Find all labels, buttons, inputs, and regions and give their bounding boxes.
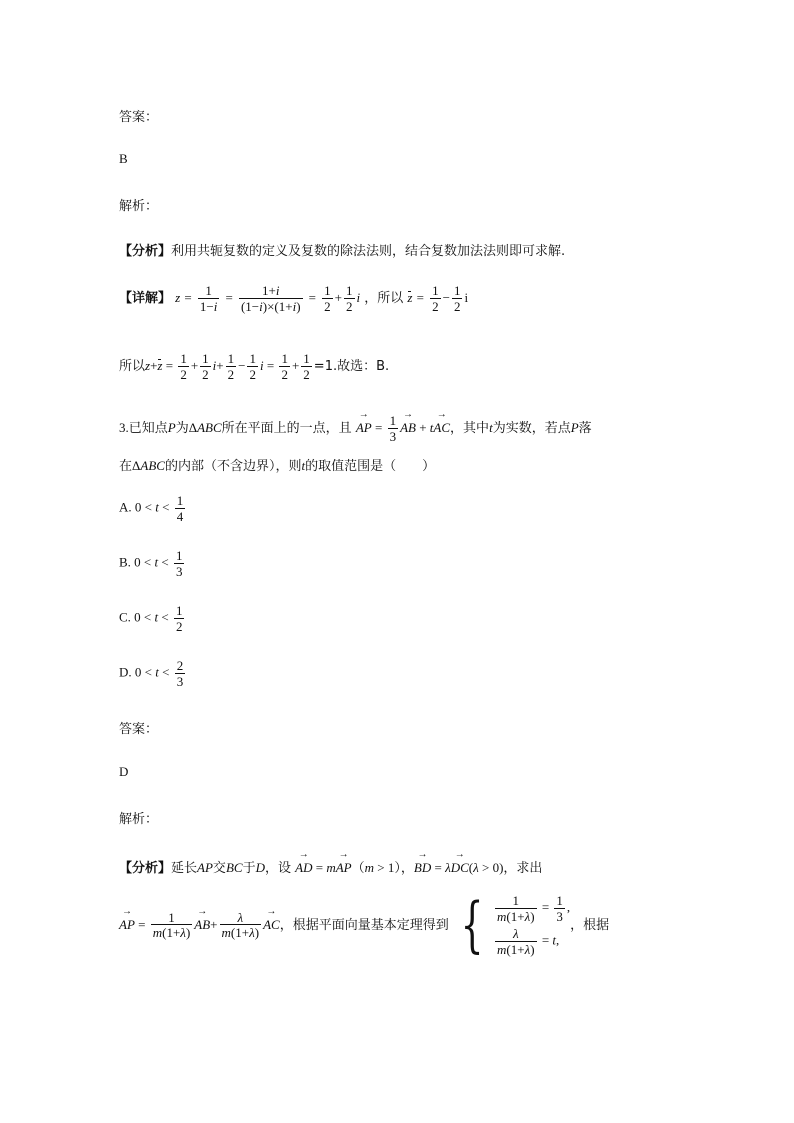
detail-tag: 【详解】	[119, 291, 172, 307]
fraction: $\frac{1}{2}$	[202, 351, 209, 382]
analysis-text: 交	[212, 861, 226, 876]
stem-text: 为实数，若点	[492, 421, 571, 437]
analysis-text: 于	[242, 861, 256, 876]
analysis-text: ，设	[264, 861, 291, 876]
fraction: $\frac{1}{2}$	[303, 351, 310, 382]
fraction: $\frac{1}{2}$	[324, 283, 331, 314]
analysis-text: ，求出	[503, 861, 543, 876]
option-b: B. 0 < t < $\frac{1}{3}$	[119, 548, 183, 579]
q2-detail-line: 【详解】 z = $\frac{1}{1-i}$ = $\frac{1+i}{(1-i)\times(1+i)}$ = $\frac{1}{2}$ + $\frac{1}{2}$ i ，所以 z = $\frac{1}{2}$ − $\frac{1}{2}$ i	[119, 283, 469, 314]
fraction: $\frac{1}{1-i}$	[199, 283, 218, 314]
stem-text: 为	[175, 421, 189, 437]
conclusion-prefix: 所以	[119, 359, 146, 375]
stem-text: ，其中	[450, 421, 490, 437]
option-letter: C.	[119, 609, 131, 625]
fraction: $\frac{1+i}{(1-i)\times(1+i)}$	[240, 283, 301, 314]
stem-text: 的取值范围是（ ）	[305, 459, 436, 474]
analysis-text: ，	[400, 861, 414, 876]
analysis-text: 利用共轭复数的定义及复数的除法法则，结合复数加法法则即可求解.	[171, 244, 566, 259]
stem-text: 所在平面上的一点，且	[221, 421, 352, 437]
fraction: $\frac{2}{3}$	[176, 658, 184, 689]
q2-conclusion-line: 所以z+z = $\frac{1}{2}$ + $\frac{1}{2}$ i+ $\frac{1}{2}$ − $\frac{1}{2}$ i = $\frac{1}{2}$ + $\frac{1}{2}$ =1.故选：B.	[119, 351, 390, 382]
q2-analysis-label: 解析：	[119, 199, 159, 214]
q2-answer-label: 答案：	[119, 110, 159, 125]
brace-icon: {	[460, 890, 484, 961]
fraction: $\frac{1}{2}$	[453, 283, 461, 314]
option-c: C. 0 < t < $\frac{1}{2}$	[119, 603, 183, 634]
q3-stem-line1: 3.已知点P为ΔABC所在平面上的一点，且 → AP = $\frac{1}{3}$ → AB + t→ AC，其中t为实数，若点P落	[119, 414, 592, 443]
q3-answer-label: 答案：	[119, 722, 159, 737]
fraction: $\frac{1}{2}$	[227, 351, 235, 382]
q3-analysis-line2: → AP = $\frac{1}{m(1+\lambda)}$ → AB+ $\frac{\lambda}{m(1+\lambda)}$ → AC，根据平面向量基本定理得到 { $\frac{1}{m(1+\lambda)}$ = $\frac{1}{3}$ , $\frac{\lambda}{m(1+\lambda)}$ = t, ，根据	[119, 894, 609, 957]
analysis-tag: 【分析】	[119, 244, 172, 259]
equation-system: { $\frac{1}{m(1+\lambda)}$ = $\frac{1}{3}$ , $\frac{\lambda}{m(1+\lambda)}$ = t,	[460, 890, 571, 961]
conclusion-suffix: =1.故选：B.	[313, 359, 390, 375]
question-number: 3.	[119, 420, 129, 436]
fraction: $\frac{1}{2}$	[249, 351, 256, 382]
q2-answer-value: B	[119, 151, 128, 166]
option-a: A. 0 < t < $\frac{1}{4}$	[119, 493, 184, 524]
stem-text: 已知点	[128, 421, 168, 437]
stem-text: 在	[119, 459, 133, 474]
analysis-text: 延长	[171, 861, 198, 876]
fraction: $\frac{1}{m(1+\lambda)}$	[152, 909, 191, 941]
q2-analysis-line	[119, 240, 565, 259]
analysis-text: ，根据	[570, 917, 610, 933]
fraction: $\frac{1}{2}$	[180, 351, 187, 382]
fraction: $\frac{1}{2}$	[432, 283, 439, 314]
q3-answer-value: D	[119, 764, 129, 779]
q3-analysis-label: 解析：	[119, 812, 159, 827]
analysis-text: ，根据平面向量基本定理得到	[279, 917, 449, 933]
stem-text: 的内部（不含边界），则	[164, 459, 302, 474]
fraction: $\frac{1}{3}$	[389, 413, 397, 444]
q3-analysis-line1: 【分析】延长AP交BC于D，设 → AD = m→ AP（m > 1），→ BD = λ→ DC(λ > 0)，求出	[119, 857, 542, 876]
option-letter: B.	[119, 554, 131, 570]
fraction: $\frac{1}{3}$	[175, 548, 183, 579]
detail-mid-text: ，所以	[364, 291, 404, 307]
q3-stem-line2: 在ΔABC的内部（不含边界），则t的取值范围是（ ）	[119, 458, 436, 474]
stem-text: 落	[578, 421, 592, 437]
fraction: $\frac{1}{2}$	[281, 351, 288, 382]
option-letter: A.	[119, 499, 132, 515]
fraction: $\frac{\lambda}{m(1+\lambda)}$	[221, 909, 260, 941]
fraction: $\frac{1}{2}$	[175, 603, 183, 634]
analysis-tag: 【分析】	[119, 861, 172, 876]
fraction: $\frac{1}{2}$	[346, 283, 353, 314]
option-letter: D.	[119, 664, 132, 680]
fraction: $\frac{1}{4}$	[176, 493, 184, 524]
option-d: D. 0 < t < $\frac{2}{3}$	[119, 658, 184, 689]
